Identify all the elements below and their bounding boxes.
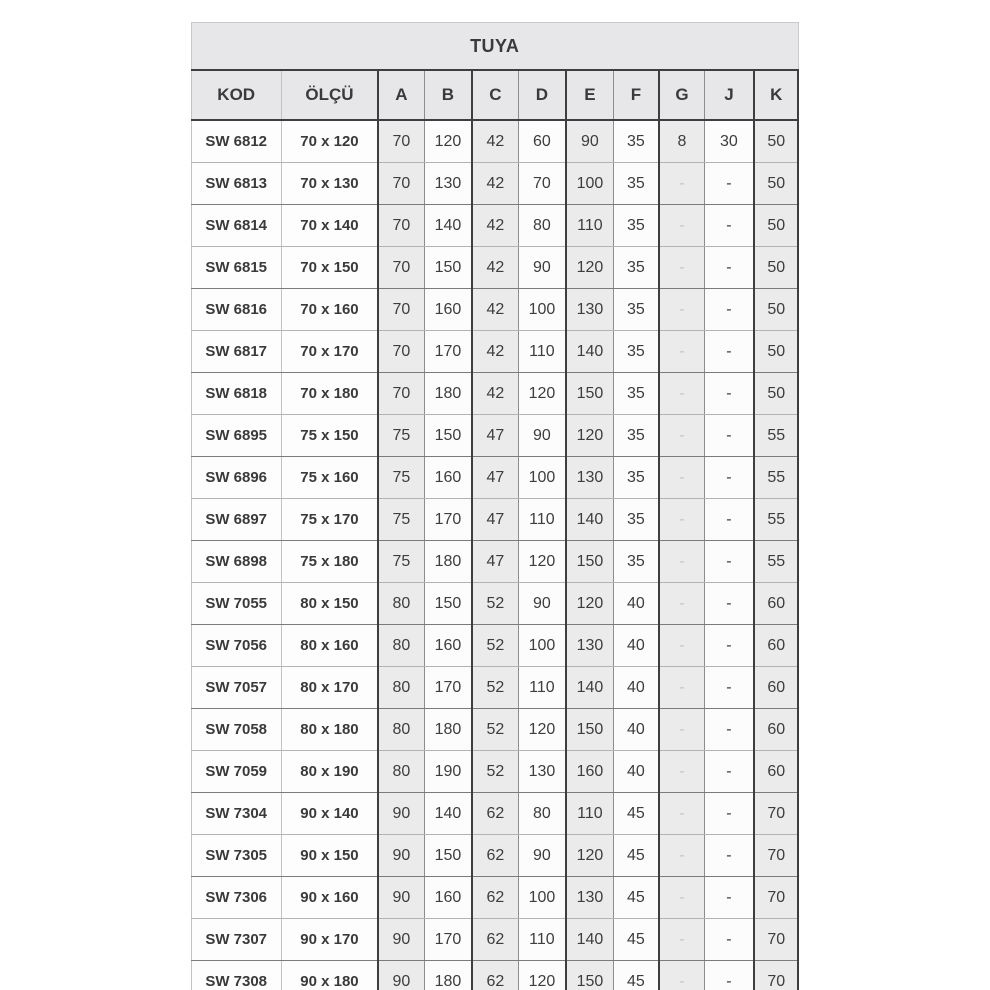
value-cell-a: 80 [378, 667, 424, 709]
value-cell-g: - [659, 919, 704, 961]
value-cell-j: - [704, 289, 754, 331]
value-cell-g: - [659, 667, 704, 709]
value-cell-a: 80 [378, 583, 424, 625]
table-row [191, 415, 798, 457]
kod-cell: SW 7308 [191, 961, 281, 990]
value-cell-k: 60 [754, 625, 798, 667]
value-cell-k: 55 [754, 457, 798, 499]
olcu-cell: 70 x 180 [281, 373, 378, 415]
table-row [191, 120, 798, 163]
value-cell-d: 110 [518, 667, 566, 709]
value-cell-f: 45 [613, 919, 659, 961]
value-cell-d: 90 [518, 835, 566, 877]
value-cell-c: 52 [472, 751, 518, 793]
column-header-c: C [472, 70, 518, 120]
value-cell-a: 70 [378, 163, 424, 205]
kod-cell: SW 7058 [191, 709, 281, 751]
table-row [191, 331, 798, 373]
value-cell-f: 40 [613, 625, 659, 667]
kod-cell: SW 7057 [191, 667, 281, 709]
value-cell-a: 70 [378, 331, 424, 373]
table-row [191, 583, 798, 625]
value-cell-f: 45 [613, 835, 659, 877]
value-cell-j: - [704, 373, 754, 415]
value-cell-k: 60 [754, 751, 798, 793]
table-head [191, 23, 798, 121]
value-cell-f: 35 [613, 499, 659, 541]
value-cell-b: 120 [424, 120, 472, 163]
value-cell-g: - [659, 415, 704, 457]
column-header-k: K [754, 70, 798, 120]
value-cell-f: 35 [613, 163, 659, 205]
value-cell-e: 160 [566, 751, 613, 793]
value-cell-j: - [704, 667, 754, 709]
value-cell-f: 45 [613, 877, 659, 919]
table-row [191, 709, 798, 751]
value-cell-c: 62 [472, 961, 518, 990]
value-cell-k: 55 [754, 499, 798, 541]
column-header-b: B [424, 70, 472, 120]
value-cell-c: 62 [472, 919, 518, 961]
value-cell-k: 70 [754, 919, 798, 961]
value-cell-b: 180 [424, 373, 472, 415]
value-cell-f: 35 [613, 331, 659, 373]
value-cell-a: 75 [378, 457, 424, 499]
value-cell-j: - [704, 751, 754, 793]
olcu-cell: 75 x 150 [281, 415, 378, 457]
value-cell-a: 80 [378, 709, 424, 751]
kod-cell: SW 7059 [191, 751, 281, 793]
olcu-cell: 70 x 160 [281, 289, 378, 331]
value-cell-f: 35 [613, 415, 659, 457]
olcu-cell: 75 x 160 [281, 457, 378, 499]
value-cell-g: - [659, 247, 704, 289]
value-cell-j: - [704, 457, 754, 499]
value-cell-k: 50 [754, 373, 798, 415]
value-cell-e: 120 [566, 247, 613, 289]
table-row [191, 205, 798, 247]
table-row [191, 289, 798, 331]
value-cell-g: - [659, 541, 704, 583]
column-header-a: A [378, 70, 424, 120]
olcu-cell: 90 x 160 [281, 877, 378, 919]
value-cell-a: 90 [378, 877, 424, 919]
table-row [191, 247, 798, 289]
olcu-cell: 70 x 120 [281, 120, 378, 163]
olcu-cell: 80 x 160 [281, 625, 378, 667]
olcu-cell: 90 x 150 [281, 835, 378, 877]
value-cell-c: 62 [472, 793, 518, 835]
value-cell-d: 100 [518, 877, 566, 919]
value-cell-b: 150 [424, 583, 472, 625]
value-cell-j: - [704, 163, 754, 205]
value-cell-j: - [704, 835, 754, 877]
value-cell-c: 52 [472, 583, 518, 625]
value-cell-b: 170 [424, 919, 472, 961]
kod-cell: SW 6896 [191, 457, 281, 499]
value-cell-e: 150 [566, 541, 613, 583]
value-cell-f: 45 [613, 961, 659, 990]
value-cell-e: 130 [566, 877, 613, 919]
value-cell-g: - [659, 793, 704, 835]
value-cell-k: 70 [754, 961, 798, 990]
table-row [191, 919, 798, 961]
value-cell-e: 130 [566, 625, 613, 667]
value-cell-d: 80 [518, 793, 566, 835]
value-cell-e: 120 [566, 835, 613, 877]
column-header-kod: KOD [191, 70, 281, 120]
value-cell-g: - [659, 583, 704, 625]
value-cell-e: 90 [566, 120, 613, 163]
value-cell-c: 52 [472, 667, 518, 709]
value-cell-f: 40 [613, 751, 659, 793]
value-cell-g: - [659, 457, 704, 499]
value-cell-j: - [704, 793, 754, 835]
value-cell-c: 47 [472, 499, 518, 541]
value-cell-g: - [659, 961, 704, 990]
value-cell-g: - [659, 835, 704, 877]
value-cell-c: 42 [472, 289, 518, 331]
value-cell-b: 170 [424, 667, 472, 709]
kod-cell: SW 6898 [191, 541, 281, 583]
value-cell-j: - [704, 919, 754, 961]
value-cell-a: 70 [378, 289, 424, 331]
value-cell-d: 100 [518, 625, 566, 667]
olcu-cell: 70 x 130 [281, 163, 378, 205]
value-cell-e: 140 [566, 919, 613, 961]
kod-cell: SW 7055 [191, 583, 281, 625]
value-cell-k: 55 [754, 541, 798, 583]
value-cell-g: - [659, 331, 704, 373]
kod-cell: SW 6818 [191, 373, 281, 415]
table-row [191, 667, 798, 709]
olcu-cell: 80 x 190 [281, 751, 378, 793]
value-cell-e: 130 [566, 457, 613, 499]
kod-cell: SW 7304 [191, 793, 281, 835]
column-header-row [191, 70, 798, 120]
value-cell-c: 42 [472, 373, 518, 415]
value-cell-k: 55 [754, 415, 798, 457]
value-cell-b: 190 [424, 751, 472, 793]
value-cell-a: 70 [378, 373, 424, 415]
value-cell-g: - [659, 289, 704, 331]
value-cell-b: 160 [424, 289, 472, 331]
value-cell-b: 130 [424, 163, 472, 205]
value-cell-k: 50 [754, 120, 798, 163]
kod-cell: SW 7305 [191, 835, 281, 877]
value-cell-c: 42 [472, 120, 518, 163]
kod-cell: SW 6897 [191, 499, 281, 541]
table-title: TUYA [191, 23, 798, 71]
table-row [191, 541, 798, 583]
value-cell-j: - [704, 961, 754, 990]
olcu-cell: 90 x 170 [281, 919, 378, 961]
value-cell-g: - [659, 499, 704, 541]
value-cell-e: 140 [566, 667, 613, 709]
olcu-cell: 80 x 150 [281, 583, 378, 625]
value-cell-c: 52 [472, 709, 518, 751]
value-cell-a: 90 [378, 919, 424, 961]
value-cell-a: 90 [378, 961, 424, 990]
value-cell-d: 120 [518, 961, 566, 990]
value-cell-a: 70 [378, 247, 424, 289]
value-cell-g: - [659, 709, 704, 751]
value-cell-c: 62 [472, 835, 518, 877]
value-cell-d: 90 [518, 415, 566, 457]
value-cell-a: 75 [378, 499, 424, 541]
value-cell-k: 70 [754, 793, 798, 835]
value-cell-k: 50 [754, 247, 798, 289]
title-row [191, 23, 798, 71]
value-cell-b: 180 [424, 961, 472, 990]
value-cell-d: 100 [518, 457, 566, 499]
value-cell-g: 8 [659, 120, 704, 163]
value-cell-b: 140 [424, 205, 472, 247]
value-cell-e: 110 [566, 793, 613, 835]
value-cell-j: - [704, 625, 754, 667]
column-header-j: J [704, 70, 754, 120]
value-cell-b: 170 [424, 331, 472, 373]
table-row [191, 625, 798, 667]
value-cell-g: - [659, 205, 704, 247]
kod-cell: SW 6895 [191, 415, 281, 457]
value-cell-g: - [659, 625, 704, 667]
value-cell-j: - [704, 877, 754, 919]
value-cell-b: 140 [424, 793, 472, 835]
value-cell-e: 140 [566, 499, 613, 541]
value-cell-f: 35 [613, 373, 659, 415]
value-cell-g: - [659, 163, 704, 205]
value-cell-b: 150 [424, 247, 472, 289]
olcu-cell: 70 x 170 [281, 331, 378, 373]
value-cell-a: 70 [378, 205, 424, 247]
table-row [191, 793, 798, 835]
value-cell-c: 42 [472, 331, 518, 373]
column-header-g: G [659, 70, 704, 120]
value-cell-k: 50 [754, 163, 798, 205]
value-cell-c: 47 [472, 415, 518, 457]
value-cell-a: 90 [378, 835, 424, 877]
value-cell-d: 80 [518, 205, 566, 247]
column-header-e: E [566, 70, 613, 120]
table-row [191, 457, 798, 499]
value-cell-f: 35 [613, 289, 659, 331]
olcu-cell: 80 x 170 [281, 667, 378, 709]
value-cell-f: 40 [613, 709, 659, 751]
value-cell-j: - [704, 709, 754, 751]
table-row [191, 163, 798, 205]
value-cell-f: 35 [613, 247, 659, 289]
value-cell-e: 150 [566, 961, 613, 990]
olcu-cell: 90 x 180 [281, 961, 378, 990]
value-cell-d: 100 [518, 289, 566, 331]
value-cell-d: 130 [518, 751, 566, 793]
value-cell-j: - [704, 541, 754, 583]
value-cell-k: 50 [754, 205, 798, 247]
value-cell-e: 110 [566, 205, 613, 247]
value-cell-k: 50 [754, 289, 798, 331]
value-cell-b: 150 [424, 835, 472, 877]
table-row [191, 835, 798, 877]
value-cell-e: 100 [566, 163, 613, 205]
table-row [191, 751, 798, 793]
value-cell-k: 70 [754, 835, 798, 877]
value-cell-d: 120 [518, 373, 566, 415]
value-cell-j: - [704, 247, 754, 289]
value-cell-d: 110 [518, 499, 566, 541]
olcu-cell: 75 x 170 [281, 499, 378, 541]
tuya-spec-table [191, 22, 800, 990]
value-cell-j: - [704, 415, 754, 457]
value-cell-k: 70 [754, 877, 798, 919]
value-cell-j: - [704, 499, 754, 541]
value-cell-d: 110 [518, 331, 566, 373]
value-cell-d: 90 [518, 247, 566, 289]
value-cell-j: 30 [704, 120, 754, 163]
olcu-cell: 75 x 180 [281, 541, 378, 583]
value-cell-f: 35 [613, 457, 659, 499]
value-cell-a: 75 [378, 541, 424, 583]
value-cell-c: 42 [472, 247, 518, 289]
value-cell-b: 160 [424, 877, 472, 919]
column-header--l-: ÖLÇÜ [281, 70, 378, 120]
value-cell-c: 42 [472, 205, 518, 247]
value-cell-j: - [704, 205, 754, 247]
value-cell-c: 47 [472, 457, 518, 499]
value-cell-c: 52 [472, 625, 518, 667]
value-cell-k: 60 [754, 583, 798, 625]
value-cell-e: 150 [566, 373, 613, 415]
table-row [191, 961, 798, 990]
kod-cell: SW 7306 [191, 877, 281, 919]
value-cell-c: 47 [472, 541, 518, 583]
value-cell-e: 120 [566, 583, 613, 625]
value-cell-k: 50 [754, 331, 798, 373]
value-cell-a: 80 [378, 625, 424, 667]
value-cell-e: 150 [566, 709, 613, 751]
kod-cell: SW 7307 [191, 919, 281, 961]
value-cell-k: 60 [754, 709, 798, 751]
value-cell-a: 75 [378, 415, 424, 457]
value-cell-g: - [659, 877, 704, 919]
value-cell-a: 90 [378, 793, 424, 835]
value-cell-g: - [659, 373, 704, 415]
value-cell-b: 160 [424, 625, 472, 667]
olcu-cell: 80 x 180 [281, 709, 378, 751]
value-cell-e: 140 [566, 331, 613, 373]
value-cell-f: 35 [613, 541, 659, 583]
value-cell-f: 45 [613, 793, 659, 835]
table-body [191, 120, 798, 990]
value-cell-f: 40 [613, 583, 659, 625]
value-cell-b: 150 [424, 415, 472, 457]
kod-cell: SW 6815 [191, 247, 281, 289]
value-cell-f: 35 [613, 120, 659, 163]
kod-cell: SW 6814 [191, 205, 281, 247]
value-cell-b: 160 [424, 457, 472, 499]
kod-cell: SW 6812 [191, 120, 281, 163]
column-header-d: D [518, 70, 566, 120]
value-cell-k: 60 [754, 667, 798, 709]
value-cell-j: - [704, 583, 754, 625]
value-cell-c: 42 [472, 163, 518, 205]
table-row [191, 373, 798, 415]
olcu-cell: 90 x 140 [281, 793, 378, 835]
value-cell-a: 70 [378, 120, 424, 163]
value-cell-b: 180 [424, 709, 472, 751]
value-cell-e: 130 [566, 289, 613, 331]
value-cell-e: 120 [566, 415, 613, 457]
value-cell-b: 170 [424, 499, 472, 541]
kod-cell: SW 6813 [191, 163, 281, 205]
kod-cell: SW 6816 [191, 289, 281, 331]
value-cell-d: 90 [518, 583, 566, 625]
value-cell-b: 180 [424, 541, 472, 583]
value-cell-d: 120 [518, 709, 566, 751]
value-cell-c: 62 [472, 877, 518, 919]
kod-cell: SW 6817 [191, 331, 281, 373]
olcu-cell: 70 x 150 [281, 247, 378, 289]
value-cell-g: - [659, 751, 704, 793]
value-cell-f: 35 [613, 205, 659, 247]
value-cell-d: 70 [518, 163, 566, 205]
value-cell-d: 110 [518, 919, 566, 961]
value-cell-j: - [704, 331, 754, 373]
table-row [191, 877, 798, 919]
olcu-cell: 70 x 140 [281, 205, 378, 247]
column-header-f: F [613, 70, 659, 120]
value-cell-d: 60 [518, 120, 566, 163]
value-cell-a: 80 [378, 751, 424, 793]
value-cell-f: 40 [613, 667, 659, 709]
kod-cell: SW 7056 [191, 625, 281, 667]
value-cell-d: 120 [518, 541, 566, 583]
table-row [191, 499, 798, 541]
